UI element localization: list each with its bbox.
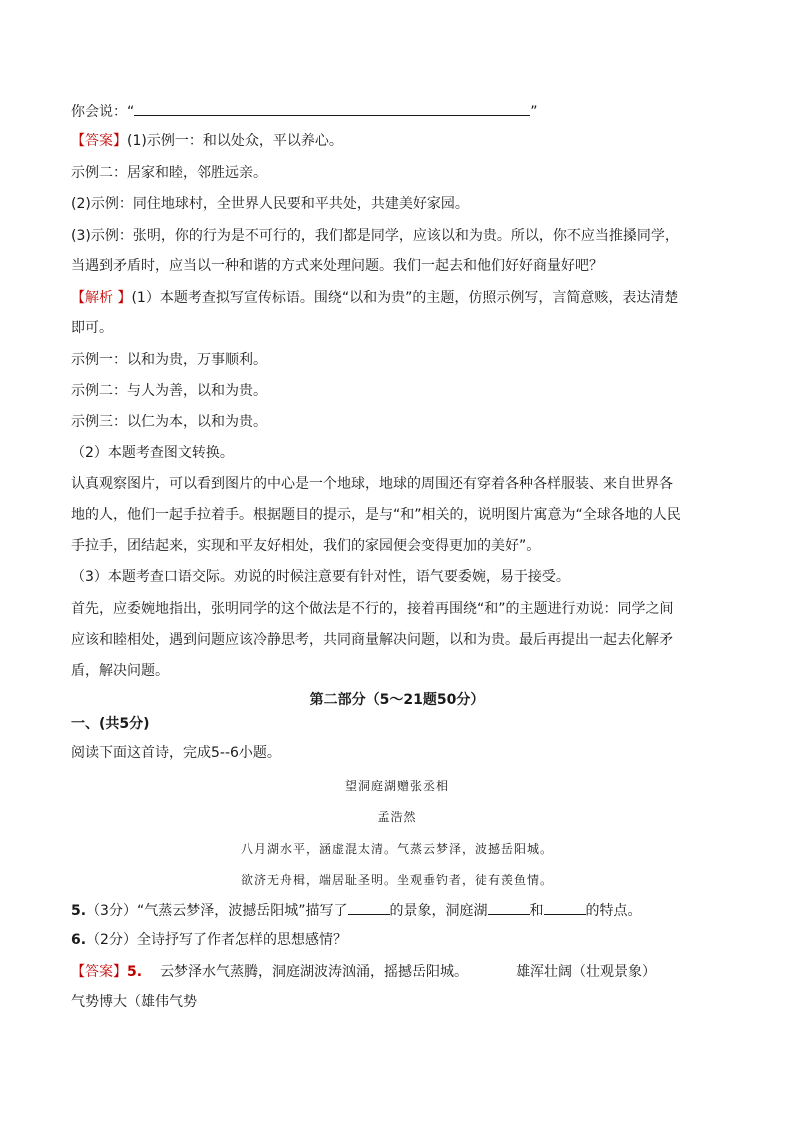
analysis-line-11: 首先，应委婉地指出，张明同学的这个做法是不行的，接着再围绕“和”的主题进行劝说：同学之间 [71, 601, 674, 617]
answer-line-5: 当遇到矛盾时，应当以一种和谐的方式来处理问题。我们一起去和他们好好商量好吧？ [71, 258, 603, 274]
reading-instruction: 阅读下面这首诗，完成5--6小题。 [71, 745, 281, 761]
answer-line-1: 【答案】(1)示例一：和以处众，平以养心。 [71, 133, 343, 149]
section-heading: 一、(共5分) [71, 716, 150, 732]
answer-blank [488, 900, 530, 915]
analysis-line-8: 地的人，他们一起手拉着手。根据题目的提示，是与“和”相关的，说明图片寓意为“全球各地的人民 [71, 507, 681, 523]
answer-5-line-2: 气势博大（雄伟气势 [71, 994, 197, 1010]
analysis-tag: 【解析 】 [71, 290, 132, 306]
answer-line-2: 示例二：居家和睦，邻胜远亲。 [71, 165, 267, 181]
answer-blank [544, 900, 586, 915]
analysis-line-5: 示例三：以仁为本，以和为贵。 [71, 414, 267, 430]
answer-tag: 【答案】 [71, 964, 127, 980]
answer-line-3: (2)示例：同住地球村，全世界人民要和平共处，共建美好家园。 [71, 196, 469, 212]
poem-title: 望洞庭湖赠张丞相 [344, 779, 449, 793]
answer-line-4: (3)示例：张明，你的行为是不可行的，我们都是同学，应该以和为贵。所以，你不应当推搡同学， [71, 228, 679, 244]
part-two-heading: 第二部分（5～21题50分） [309, 692, 485, 708]
answer-blank [348, 900, 390, 915]
analysis-line-1: 【解析 】(1）本题考查拟写宣传标语。围绕“以和为贵”的主题，仿照示例写，言简意赅，表达清楚 [71, 290, 679, 306]
question-5: 5.（3分）“气蒸云梦泽，波撼岳阳城”描写了 的景象，洞庭湖 和 的特点。 [71, 900, 642, 921]
poem-line-1: 八月湖水平，涵虚混太清。气蒸云梦泽，波撼岳阳城。 [240, 842, 553, 856]
question-6: 6.（2分）全诗抒写了作者怎样的思想感情？ [71, 932, 347, 948]
analysis-line-7: 认真观察图片，可以看到图片的中心是一个地球，地球的周围还有穿着各种各样服装、来自世界各 [71, 476, 673, 492]
analysis-line-3: 示例一：以和为贵，万事顺利。 [71, 352, 267, 368]
analysis-line-9: 手拉手，团结起来，实现和平友好相处，我们的家园便会变得更加的美好”。 [71, 538, 541, 554]
analysis-line-10: （3）本题考查口语交际。劝说的时候注意要有针对性，语气要委婉，易于接受。 [71, 569, 570, 585]
q4-answer-prompt: 你会说：“ ” [71, 101, 538, 122]
analysis-line-2: 即可。 [71, 320, 113, 336]
analysis-line-12: 应该和睦相处，遇到问题应该冷静思考，共同商量解决问题，以和为贵。最后再提出一起去化解矛 [71, 632, 673, 648]
poem-line-2: 欲济无舟楫，端居耻圣明。坐观垂钓者，徒有羡鱼情。 [240, 873, 553, 887]
answer-5-line-1: 【答案】5. 云梦泽水气蒸腾，洞庭湖波涛汹涌，摇撼岳阳城。 雄浑壮阔（壮观景象） [71, 964, 657, 980]
answer-blank [134, 101, 530, 116]
analysis-line-13: 盾，解决问题。 [71, 663, 169, 679]
analysis-line-4: 示例二：与人为善，以和为贵。 [71, 383, 267, 399]
answer-tag: 【答案】 [71, 133, 127, 149]
poem-author: 孟浩然 [377, 810, 417, 824]
analysis-line-6: （2）本题考查图文转换。 [71, 445, 234, 461]
